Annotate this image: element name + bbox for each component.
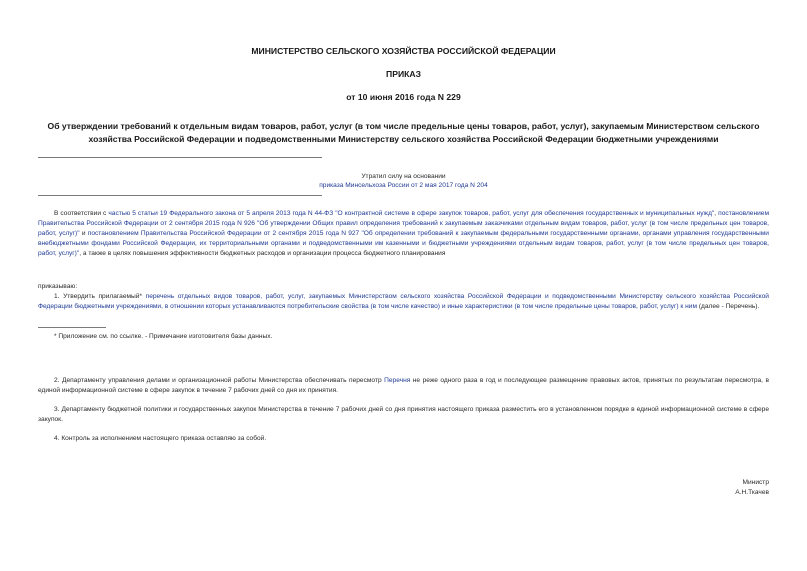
document-date-heading: от 10 июня 2016 года N 229 bbox=[346, 92, 461, 102]
preamble-text-3: и bbox=[79, 230, 88, 237]
item-4-paragraph bbox=[38, 434, 769, 444]
ministry-heading: МИНИСТЕРСТВО СЕЛЬСКОГО ХОЗЯЙСТВА РОССИЙСКОЙ ФЕДЕРАЦИИ bbox=[251, 46, 556, 56]
goods-list-link[interactable]: перечень отдельных видов товаров, работ, услуг, закупаемых Министерством сельского хозяйства Российской Федерации и подведомственными Министерству сельского хозяйства Российской Федерации бюджетными учреждениями, в отношении которых устанавливаются потребительские свойства (в том числе качество) и иные характеристики (в том числе предельные цены товаров, работ, услуг) к ним bbox=[38, 293, 769, 310]
decree-927-link[interactable]: постановлением Правительства Российской Федерации от 2 сентября 2015 года N 927 "Об определении требований к закупаемым федеральными государственными органами, органами управления государственными внебюджетными фондами Российской Федерации, их территориальными органами и подведомственными им казенными и бюджетными учреждениями отдельным видам товаров, работ, услуг (в том числе предельных цен товаров, работ, услуг)" bbox=[38, 230, 769, 257]
item-4-text: 4. Контроль за исполнением настоящего приказа оставляю за собой. bbox=[54, 435, 267, 442]
item-1-paragraph bbox=[38, 292, 769, 312]
document-type-heading: ПРИКАЗ bbox=[386, 69, 421, 79]
preamble-text-4: , а также в целях повышения эффективности бюджетных расходов и организации процесса бюджетного планирования bbox=[79, 250, 446, 257]
lost-force-link[interactable]: приказа Минсельхоза России от 2 мая 2017 года N 204 bbox=[319, 182, 488, 189]
item-2-text-1: 2. Департаменту управления делами и организационной работы Министерства обеспечивать пересмотр bbox=[54, 377, 385, 384]
law-44fz-link[interactable]: частью 5 статьи 19 Федерального закона от 5 апреля 2013 года N 44-ФЗ "О контрактной системе в сфере закупок товаров, работ, услуг для обеспечения государственных и муниципальных нужд" bbox=[108, 210, 715, 217]
footnote-text: * Приложение см. по ссылке. - Примечание изготовителя базы данных. bbox=[54, 333, 273, 340]
separator-rule-bottom bbox=[38, 195, 322, 196]
item-3-text: 3. Департаменту бюджетной политики и государственных закупок Министерства в течение 7 рабочих дней со дня принятия настоящего приказа разместить его в установленном порядке в единой информационной системе в сфере закупок. bbox=[38, 406, 769, 423]
lost-force-note-line bbox=[0, 181, 807, 191]
item-1-text-2: (далее - Перечень). bbox=[696, 303, 760, 310]
preamble-paragraph bbox=[38, 209, 769, 259]
item-3-paragraph bbox=[38, 405, 769, 425]
order-word: приказываю: bbox=[38, 283, 78, 290]
separator-rule-top bbox=[38, 157, 322, 158]
preamble-text-1: В соответствии с bbox=[54, 210, 109, 217]
footnote bbox=[38, 332, 769, 342]
list-revision-link[interactable]: Перечня bbox=[384, 377, 411, 384]
decree-926-link[interactable]: постановлением Правительства Российской Федерации от 2 сентября 2015 года N 926 "Об утверждении Общих правил определения требований к закупаемым заказчиками отдельным видам товаров, работ, услуг (в том числе предельных цен товаров, работ, услуг)" bbox=[38, 210, 770, 237]
lost-force-note: Утратил силу на основании bbox=[361, 173, 446, 180]
item-2-paragraph bbox=[38, 376, 769, 396]
signature-position: Министр bbox=[742, 479, 769, 486]
item-2-text-2: не реже одного раза в год и последующее размещение правовых актов, принятых по результатам пересмотра, в единой информационной системе в сфере закупок в течение 7 рабочих дней со дня их принятия. bbox=[38, 377, 769, 394]
signature-name: А.Н.Ткачев bbox=[735, 489, 769, 496]
preamble-text-2: , bbox=[714, 210, 719, 217]
document-title: Об утверждении требований к отдельным видам товаров, работ, услуг (в том числе предельные цены товаров, работ, услуг), закупаемым Министерством сельского хозяйства Российской Федерации и подведомственными Министерству сельского хозяйства Российской Федерации бюджетными учреждениями bbox=[47, 121, 760, 144]
item-1-text-1: 1. Утвердить прилагаемый* bbox=[54, 293, 146, 300]
footnote-separator bbox=[38, 327, 106, 328]
